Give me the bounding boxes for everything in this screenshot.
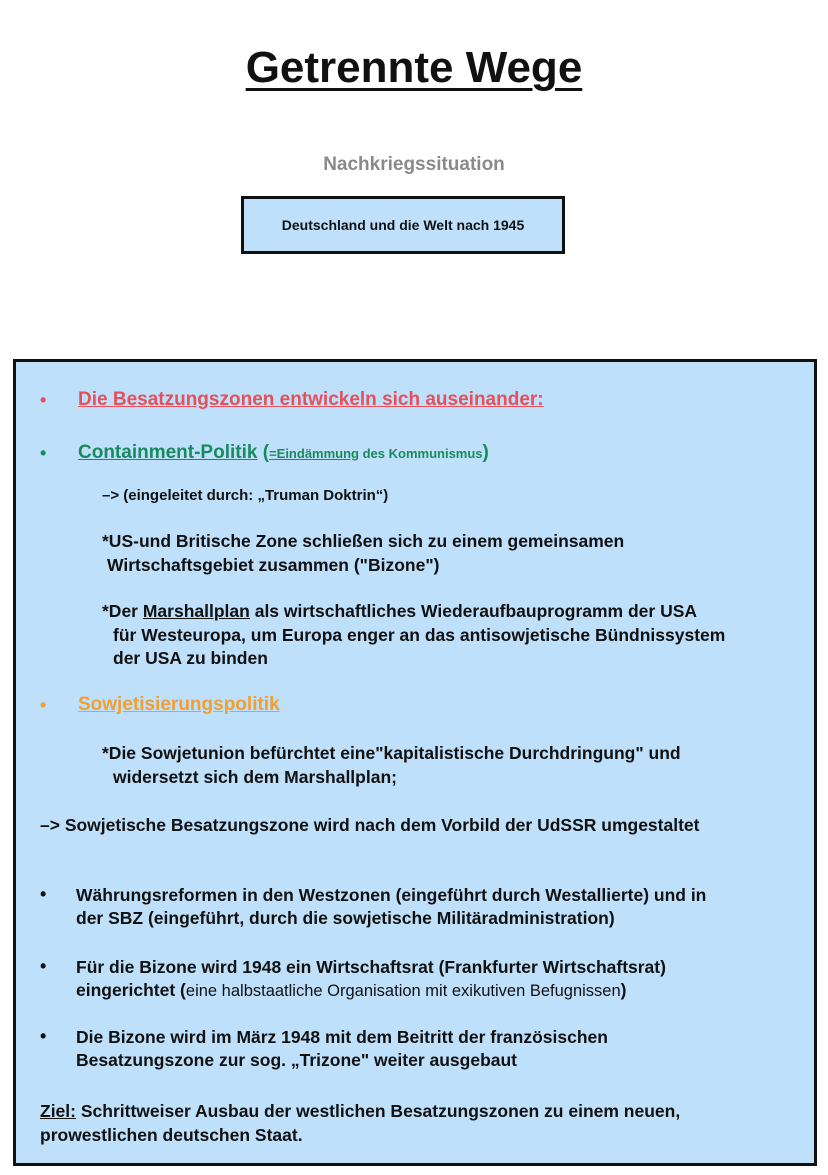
bullet-black: • (40, 884, 47, 904)
content-panel (13, 359, 817, 1166)
truman-intro: –> (eingeleitet durch: „Truman Doktrin“) (102, 487, 389, 504)
heading-besatzungszonen: Die Besatzungszonen entwickeln sich auseinander: (78, 389, 544, 410)
bullet-black: • (40, 956, 47, 976)
point-1-line-2: der SBZ (eingeführt, durch die sowjetische Militäradministration) (76, 908, 615, 928)
bullet-orange: • (40, 695, 47, 715)
goal-line-2: prowestlichen deutschen Staat. (40, 1125, 303, 1145)
point-2-line-1: Für die Bizone wird 1948 ein Wirtschaftsrat (Frankfurter Wirtschaftsrat) (76, 957, 666, 977)
heading-sowjetisierung: Sowjetisierungspolitik (78, 694, 280, 715)
page-title: Getrennte Wege (245, 43, 583, 92)
bullet-red: • (40, 390, 47, 410)
marshall-line-2: für Westeuropa, um Europa enger an das antisowjetische Bündnissystem (113, 625, 726, 645)
heading-containment: Containment-Politik (=Eindämmung des Kommunismus) (78, 442, 489, 463)
bullet-black: • (40, 1026, 47, 1046)
marshall-line-3: der USA zu binden (113, 648, 268, 668)
point-2-line-2: eingerichtet (eine halbstaatliche Organisation mit exikutiven Befugnissen) (76, 980, 627, 1000)
goal-label: Ziel: (40, 1101, 76, 1121)
sowjet-line-2: widersetzt sich dem Marshallplan; (113, 767, 397, 787)
bizone-line-1: *US-und Britische Zone schließen sich zu einem gemeinsamen (102, 531, 625, 551)
sowjet-line-1: *Die Sowjetunion befürchtet eine"kapitalistische Durchdringung" und (102, 743, 681, 763)
point-1-line-1: Währungsreformen in den Westzonen (eingeführt durch Westallierte) und in (76, 885, 707, 905)
point-3-line-1: Die Bizone wird im März 1948 mit dem Beitritt der französischen (76, 1027, 608, 1047)
marshallplan-term: Marshallplan (142, 601, 250, 621)
marshall-line-1: *Der Marshallplan als wirtschaftliches Wiederaufbauprogramm der USA (102, 601, 698, 621)
topic-box: Deutschland und die Welt nach 1945 (241, 196, 565, 254)
sbz-arrow-line: –> Sowjetische Besatzungszone wird nach dem Vorbild der UdSSR umgestaltet (40, 815, 700, 835)
goal-line-1: Ziel: Schrittweiser Ausbau der westlichen Besatzungszonen zu einem neuen, (40, 1101, 681, 1121)
point-3-line-2: Besatzungszone zur sog. „Trizone" weiter ausgebaut (76, 1050, 518, 1070)
subtitle: Nachkriegssituation (323, 154, 505, 175)
bullet-green: • (40, 443, 47, 463)
bizone-line-2: Wirtschaftsgebiet zusammen ("Bizone") (107, 555, 440, 575)
